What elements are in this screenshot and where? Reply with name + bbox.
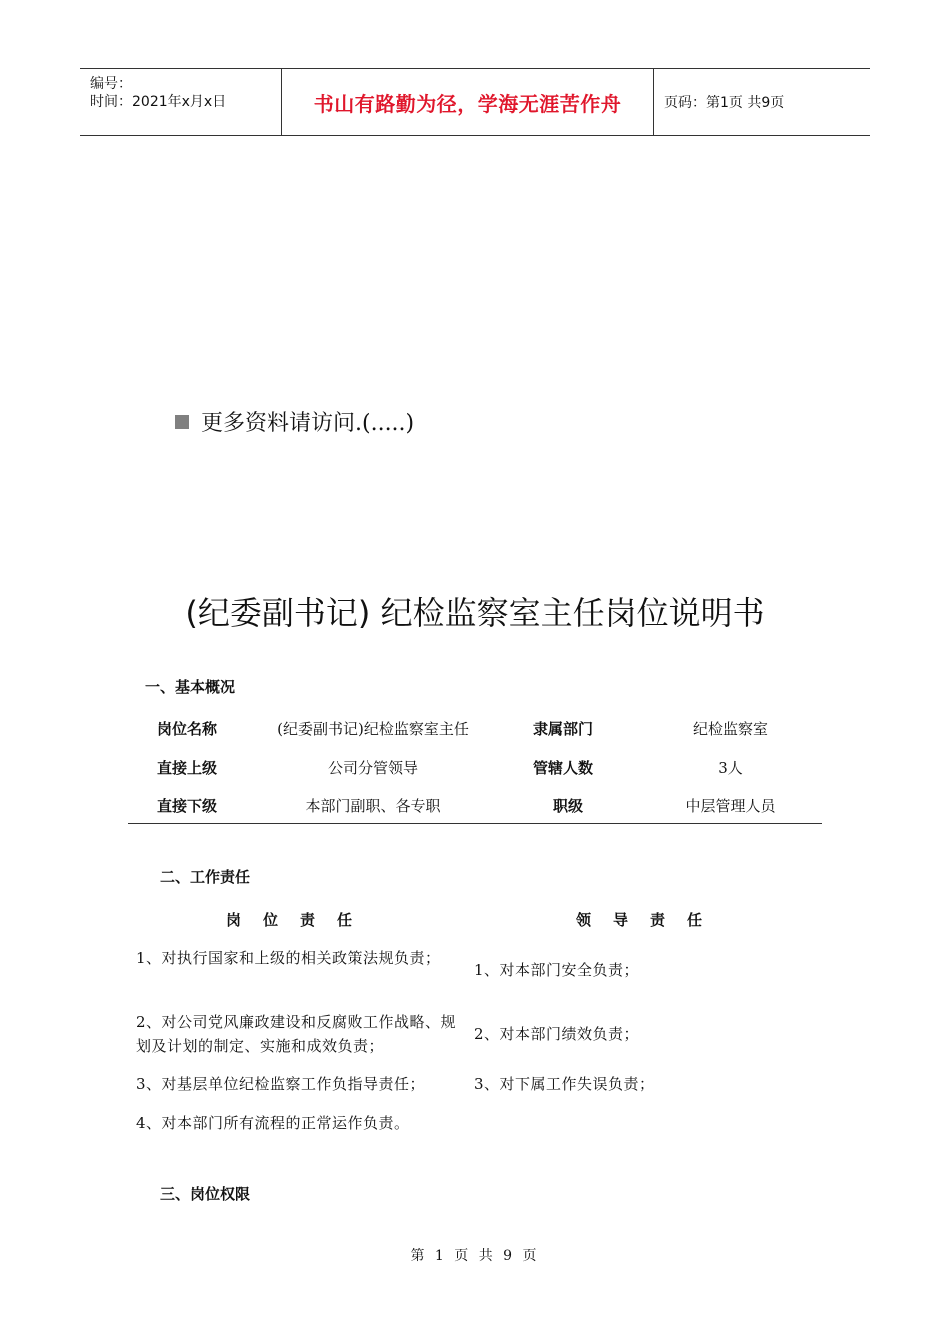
info-key: 直接上级 [157,759,218,777]
page-title: (纪委副书记) 纪检监察室主任岗位说明书 [185,594,765,632]
header-page-code: 页码：第1页 共9页 [664,95,785,111]
info-value: 本部门副职、各专职 [305,797,441,815]
header-meta-cell [80,69,282,135]
section-duties-heading: 二、工作责任 [160,868,251,886]
position-duty-item: 4、对本部门所有流程的正常运作负责。 [136,1114,410,1132]
section-basic-heading: 一、基本概况 [145,678,236,696]
column-header-position-duties: 岗位责任 [226,911,375,929]
more-info-text: 更多资料请访问.(.....) [201,411,415,436]
info-row [128,757,822,787]
document-number-label: 编号： [90,76,132,92]
info-key: 隶属部门 [533,720,594,738]
info-value: 纪检监察室 [692,720,768,738]
column-header-leadership-duties: 领导责任 [576,911,725,929]
info-row [128,795,822,825]
section-authority-heading: 三、岗位权限 [160,1185,251,1203]
info-key: 管辖人数 [533,759,594,777]
document-header [80,68,870,136]
position-duty-item: 3、对基层单位纪检监察工作负指导责任； [136,1075,426,1093]
document-time-label: 时间：2021年x月x日 [90,94,227,110]
info-table-bottom-rule [128,823,822,824]
info-key: 岗位名称 [157,720,218,738]
square-bullet-icon [175,415,189,429]
position-duty-item: 1、对执行国家和上级的相关政策法规负责； [136,949,441,967]
info-value: (纪委副书记)纪检监察室主任 [277,720,469,738]
leadership-duty-item: 2、对本部门绩效负责； [474,1025,640,1043]
position-duty-item: 2、对公司党风廉政建设和反腐败工作战略、规划及计划的制定、实施和成效负责； [136,1013,457,1055]
leadership-duty-item: 1、对本部门安全负责； [474,961,640,979]
more-info-line [175,406,414,437]
info-key: 职级 [552,797,583,815]
info-value: 3人 [718,759,743,777]
header-page-cell [654,69,870,135]
info-value: 公司分管领导 [327,759,418,777]
info-key: 直接下级 [157,797,218,815]
header-motto-cell [282,69,654,135]
page-footer: 第 1 页 共 9 页 [410,1248,540,1264]
info-value: 中层管理人员 [685,797,776,815]
leadership-duty-item: 3、对下属工作失误负责； [474,1075,655,1093]
info-row [128,718,822,748]
header-motto: 书山有路勤为径，学海无涯苦作舟 [313,91,622,116]
